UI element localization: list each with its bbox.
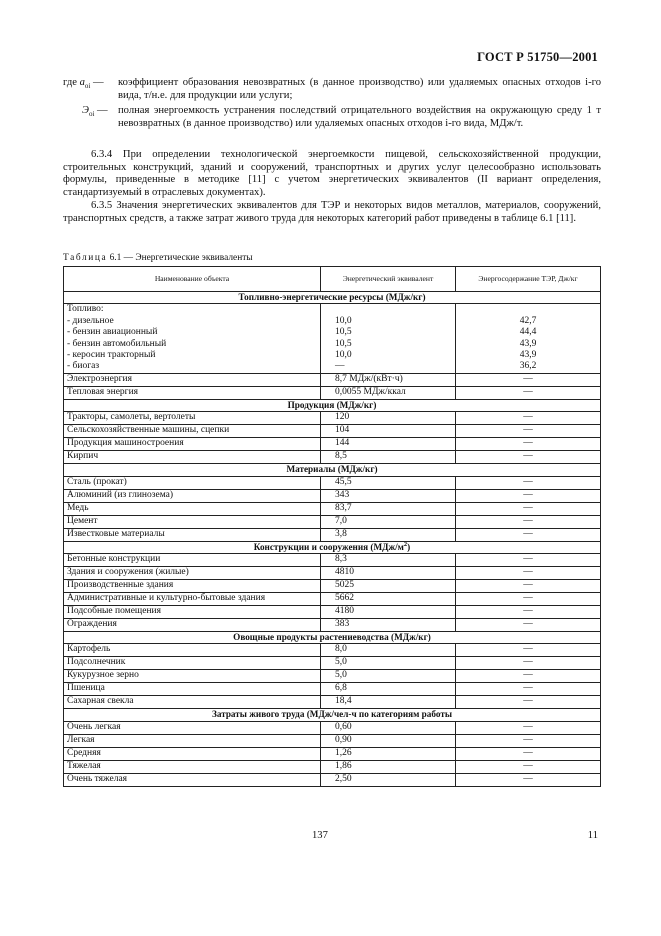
row-name: Очень тяжелая [64,773,321,786]
row-energy: — [456,644,601,657]
row-value: 120 [321,412,456,425]
row-name: Цемент [64,515,321,528]
row-energy: — [456,502,601,515]
row-energy: — [456,554,601,567]
row-name: Подсолнечник [64,657,321,670]
row-name: Тепловая энергия [64,386,321,399]
row-name: Медь [64,502,321,515]
row-value: 4180 [321,606,456,619]
table-row [64,373,601,386]
row-energy: — [456,606,601,619]
section-title: Материалы (МДж/кг) [64,464,601,476]
row-value: 1,26 [321,747,456,760]
energy-equivalents-table [63,266,601,787]
section-title: Топливно-энергетические ресурсы (МДж/кг) [64,292,601,304]
fuel-energy-cell [456,304,601,373]
section-row [64,292,601,304]
page-number: 137 [312,830,328,841]
fuel-value: 10,0 [335,350,352,361]
column-header-equivalent: Энергетический эквивалент [321,267,456,292]
fuel-name: - бензин автомобильный [67,338,167,349]
definition-item [63,104,601,130]
section-title-superscript: 2 [403,540,408,548]
row-name: Тяжелая [64,760,321,773]
section-row [64,632,601,644]
section-row [64,464,601,476]
row-name: Тракторы, самолеты, вертолеты [64,412,321,425]
row-energy: — [456,438,601,451]
table-row [64,489,601,502]
document-code: ГОСТ Р 51750—2001 [477,50,598,64]
row-value: 1,86 [321,760,456,773]
fuel-value: 10,0 [335,315,352,326]
table-row-fuel [64,304,601,373]
table-row [64,554,601,567]
row-energy: — [456,593,601,606]
definition-item [63,76,601,102]
row-name: Бетонные конструкции [64,554,321,567]
row-value: 104 [321,425,456,438]
row-energy: — [456,476,601,489]
section-row [64,709,601,721]
row-value: 5662 [321,593,456,606]
table-row [64,747,601,760]
paragraph-6-3-4: 6.3.4 При определении технологической энергоемкости пищевой, сельскохозяйственной продукции, строительных конструкций, зданий и сооружений, транспортных и других услуг целесообразно использовать формулы, приведенные в методике [11] с учетом энергетических эквивалентов (II вариант определения, стандартизуемый в отраслевых документах). [63,149,601,198]
fuel-values-cell [321,304,456,373]
row-value: 5025 [321,580,456,593]
table-row [64,670,601,683]
sheet-number: 11 [587,830,598,841]
table-caption [63,253,253,263]
fuel-name: - керосин тракторный [67,350,156,361]
table-row [64,657,601,670]
definition-text: полная энергоемкость устранения последствий отрицательного воздействия на окружающую среду 1 т невозвратных (в данное производство) или удаляемых опасных отходов i-го вида, МДж/т. [118,105,601,129]
column-header-energy: Энергосодержание ТЭР, Дж/кг [456,267,601,292]
section-title: Продукция (МДж/кг) [64,399,601,411]
table-row [64,438,601,451]
row-name: Ограждения [64,619,321,632]
definition-term: где $а_{oi}$ — [63,77,104,91]
section-title-text: Конструкции и сооружения (МДж/м [253,541,404,552]
fuel-name: - дизельное [67,315,114,326]
row-value: 45,5 [321,476,456,489]
table-row [64,580,601,593]
fuel-names-cell [64,304,321,373]
row-value: 6,8 [321,683,456,696]
fuel-energy [459,304,597,315]
row-energy: — [456,773,601,786]
table-row [64,567,601,580]
section-title: Затраты живого труда (МДж/чел-ч по категориям работы [64,709,601,721]
row-value: 383 [321,619,456,632]
table-row [64,619,601,632]
row-energy: — [456,657,601,670]
row-name: Продукция машиностроения [64,438,321,451]
row-energy: — [456,425,601,438]
row-value: 18,4 [321,696,456,709]
row-energy: — [456,619,601,632]
table-caption-text: 6.1 — Энергетические эквиваленты [109,253,253,263]
row-value: 8,3 [321,554,456,567]
row-name: Электроэнергия [64,373,321,386]
table-row [64,528,601,541]
row-name: Пшеница [64,683,321,696]
definition-subscript: oi [88,110,95,119]
row-value: 8,7 МДж/(кВт·ч) [321,373,456,386]
row-energy: — [456,670,601,683]
row-energy: — [456,760,601,773]
row-name: Известковые материалы [64,528,321,541]
section-row [64,541,601,553]
table-row [64,412,601,425]
row-energy: — [456,528,601,541]
row-value: 0,90 [321,734,456,747]
table-row [64,683,601,696]
section-title-end: ) [407,541,411,552]
row-energy: — [456,412,601,425]
table-row [64,696,601,709]
fuel-energy: 36,2 [519,361,537,372]
table-row [64,425,601,438]
row-energy: — [456,580,601,593]
table-row [64,760,601,773]
row-value: 144 [321,438,456,451]
row-name: Легкая [64,734,321,747]
column-header-name: Наименование объекта [64,267,321,292]
row-value: 8,5 [321,451,456,464]
definition-prefix: где [63,77,77,88]
row-name: Подсобные помещения [64,606,321,619]
section-title: Овощные продукты растениеводства (МДж/кг) [64,632,601,644]
row-energy: — [456,696,601,709]
definition-symbol: а [79,77,85,88]
row-energy: — [456,734,601,747]
table-header-row [64,267,601,292]
row-name: Административные и культурно-бытовые здания [64,593,321,606]
row-name: Сельскохозяйственные машины, сцепки [64,425,321,438]
row-name: Кукурузное зерно [64,670,321,683]
definition-text: коэффициент образования невозвратных (в данное производство) или удаляемых опасных отходов i-го вида, т/н.е. для продукции или услуги; [118,77,601,101]
fuel-name: - биогаз [67,361,100,372]
fuel-energy: 44,4 [519,327,537,338]
row-energy: — [456,451,601,464]
fuel-energy: 43,9 [519,338,537,349]
fuel-value: — [335,361,345,372]
paragraph-6-3-5: 6.3.5 Значения энергетических эквивалентов для ТЭР и некоторых видов металлов, материалов, сооружений, транспортных средств, а также затрат живого труда для некоторых категорий работ приведены в таблице 6.1 [11]. [63,200,601,224]
fuel-value [335,304,452,315]
row-energy: — [456,489,601,502]
row-value: 2,50 [321,773,456,786]
row-energy: — [456,721,601,734]
table-row [64,606,601,619]
row-energy: — [456,515,601,528]
row-name: Производственные здания [64,580,321,593]
row-name: Средняя [64,747,321,760]
row-energy: — [456,747,601,760]
row-value: 4810 [321,567,456,580]
row-value: 5,0 [321,670,456,683]
row-name: Здания и сооружения (жилые) [64,567,321,580]
table-row [64,515,601,528]
table-row [64,773,601,786]
row-energy: — [456,567,601,580]
table-caption-label: Таблица [63,253,108,263]
row-energy: — [456,373,601,386]
row-value: 83,7 [321,502,456,515]
row-name: Кирпич [64,451,321,464]
definition-term: $Э_{oi}$ — [82,105,108,119]
row-value: 343 [321,489,456,502]
row-name: Сталь (прокат) [64,476,321,489]
fuel-name: - бензин авиационный [67,327,158,338]
row-value: 8,0 [321,644,456,657]
row-value: 7,0 [321,515,456,528]
definitions-list [63,76,601,130]
section-row [64,399,601,411]
row-value: 3,8 [321,528,456,541]
row-value: 0,60 [321,721,456,734]
row-name: Картофель [64,644,321,657]
fuel-name: Топливо: [67,304,104,315]
fuel-energy: 43,9 [519,350,537,361]
row-name: Алюминий (из глинозема) [64,489,321,502]
table-row [64,644,601,657]
fuel-energy: 42,7 [519,315,537,326]
row-name: Очень легкая [64,721,321,734]
table-row [64,593,601,606]
fuel-value: 10,5 [335,338,352,349]
row-value: 0,0055 МДж/ккал [321,386,456,399]
row-energy: — [456,386,601,399]
table-row [64,386,601,399]
row-value: 5,0 [321,657,456,670]
row-energy: — [456,683,601,696]
section-title [64,541,601,553]
table-row [64,451,601,464]
definition-symbol: Э [82,105,89,116]
table-row [64,476,601,489]
row-name: Сахарная свекла [64,696,321,709]
table-row [64,721,601,734]
table-row [64,734,601,747]
definition-subscript: oi [84,82,91,91]
fuel-value: 10,5 [335,327,352,338]
table-row [64,502,601,515]
